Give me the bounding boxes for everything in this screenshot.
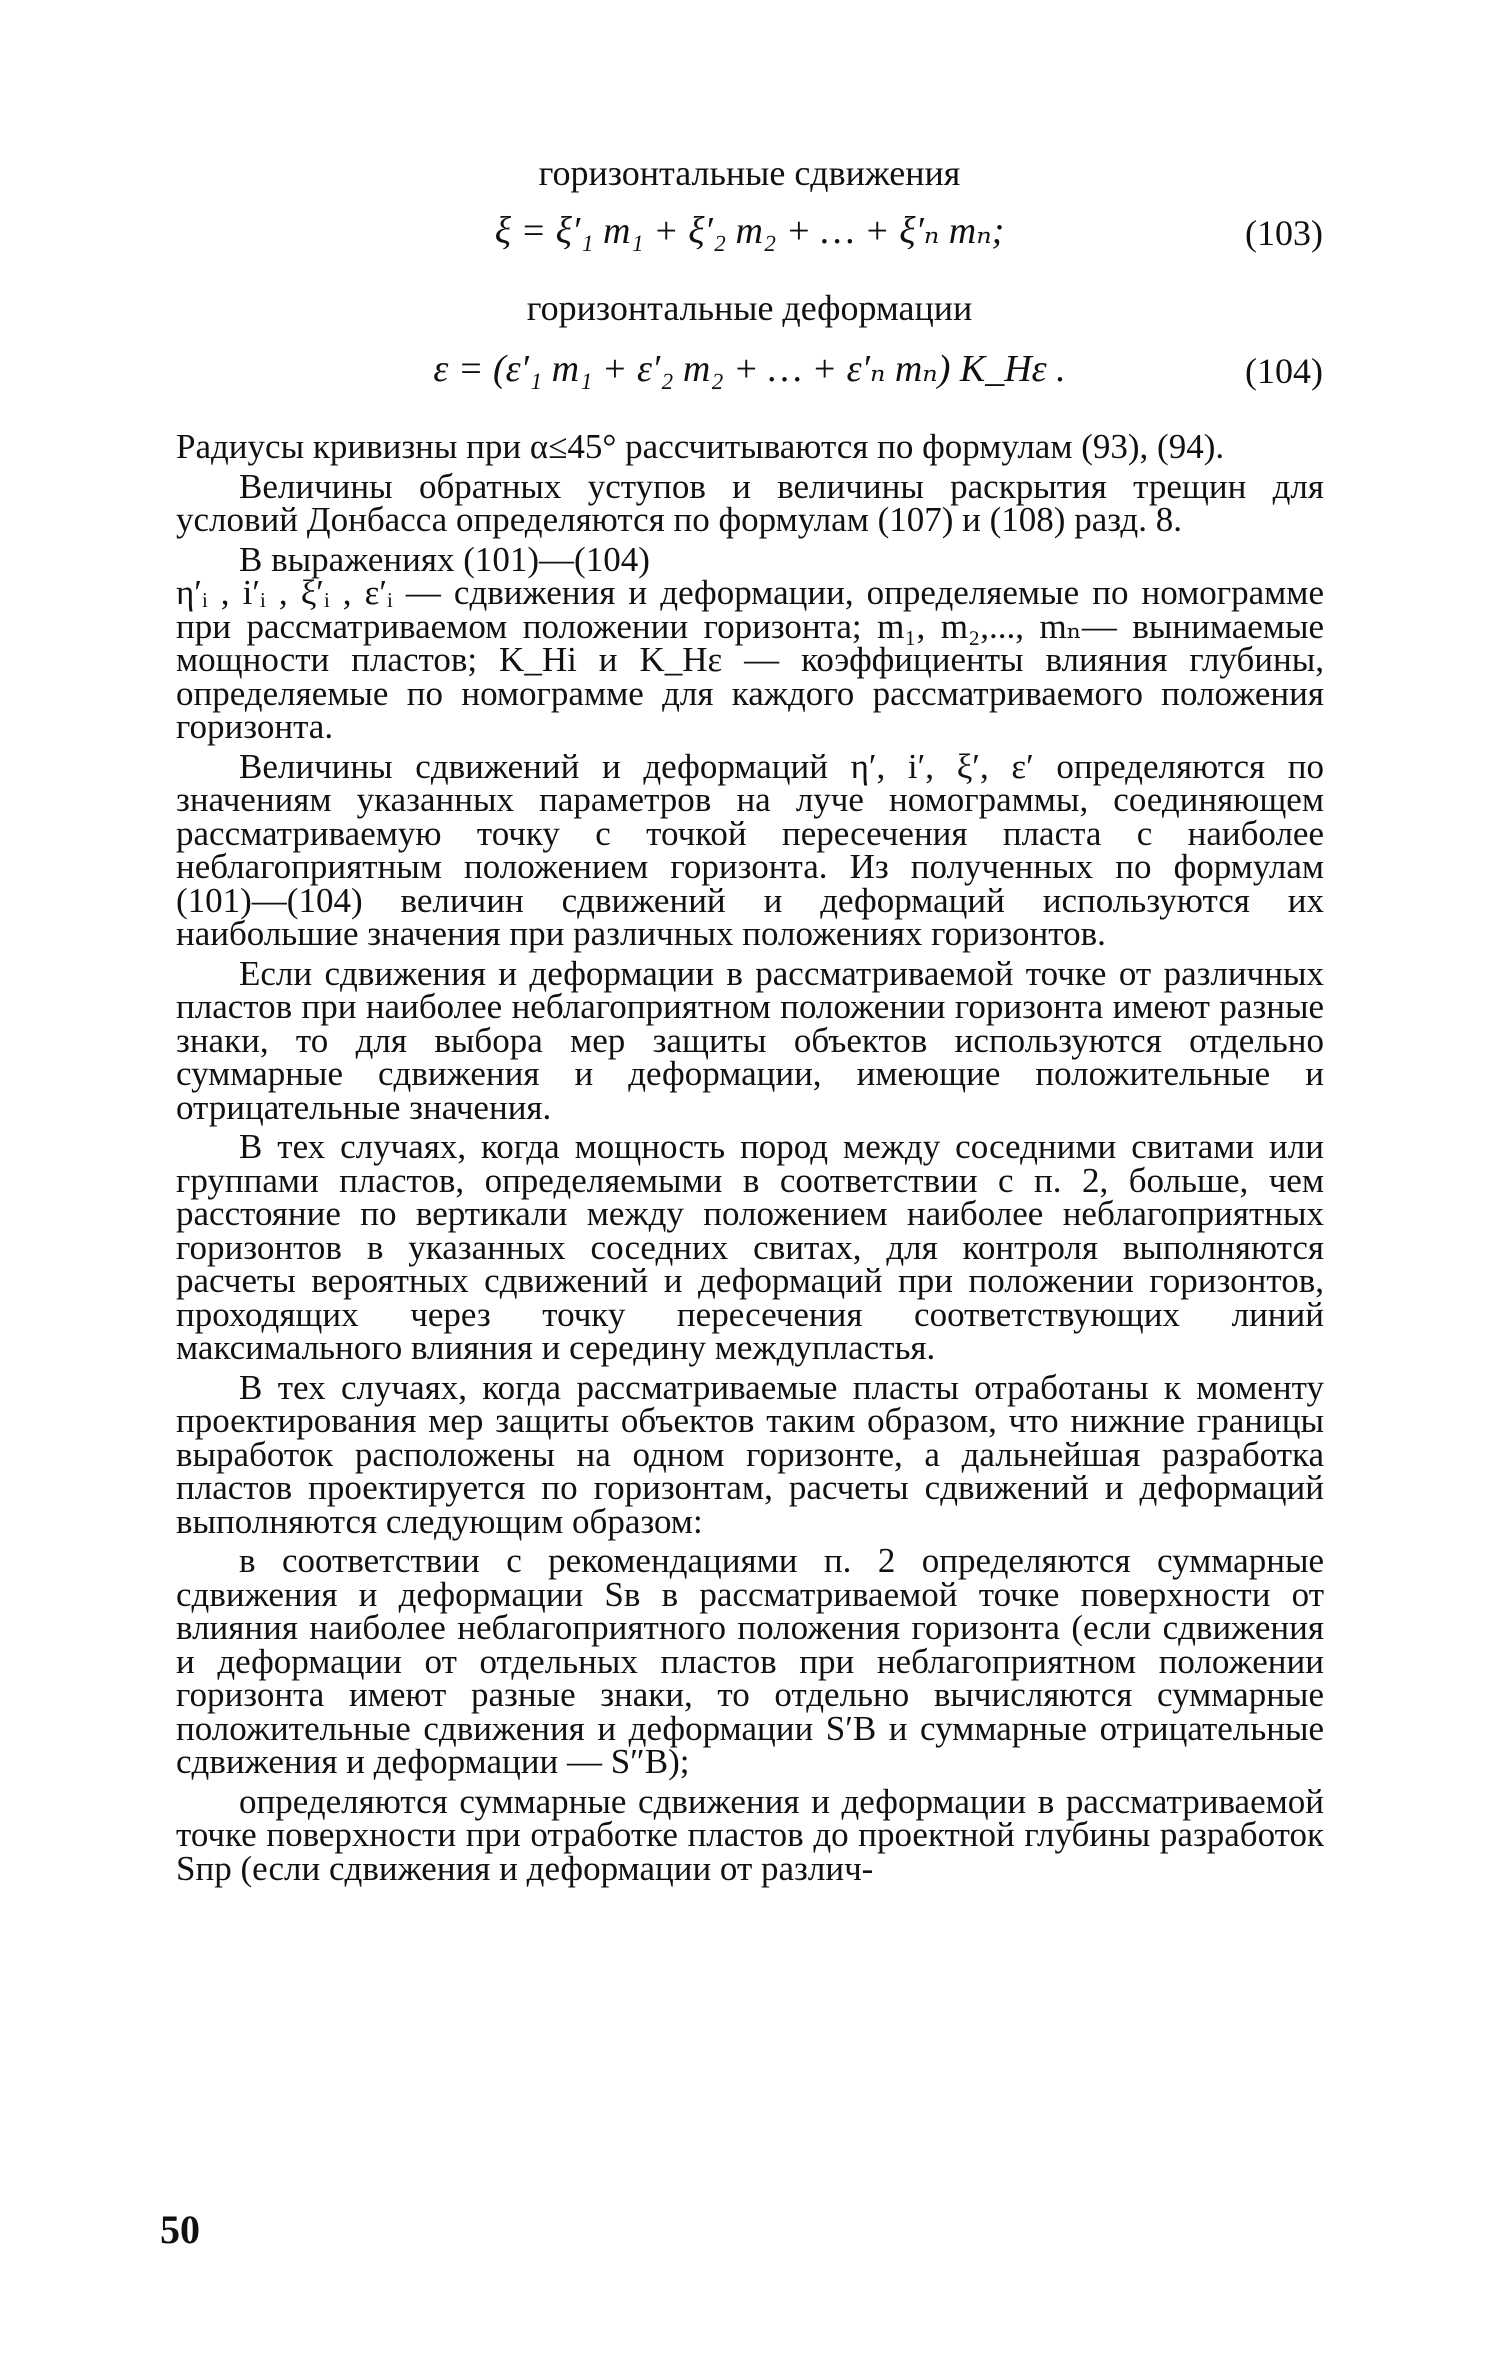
caption-horizontal-displacements: горизонтальные сдвижения [538,153,961,193]
paragraph-worked-out-seams: В тех случаях, когда рассматриваемые пласты отработаны к моменту проектирования мер защиты объектов таким образом, что нижние границы выработок расположены на одном горизонте, а дальнейшая разработка пластов проектируется по горизонтам, расчеты сдвижений и деформаций выполняются следующим образом: [176,1367,1324,1541]
paragraph-different-signs: Если сдвижения и деформации в рассматриваемой точке от различных пластов при наиболее неблагоприятном положении горизонта имеют разные знаки, то для выбора мер защиты объектов используются отдельно суммарные сдвижения и деформации, имеющие положительные и отрицательные значения. [176,953,1324,1127]
paragraph-expressions-intro: В выражениях (101)—(104) [239,539,650,579]
paragraph-definitions: η′ᵢ , i′ᵢ , ξ′ᵢ , ε′ᵢ — сдвижения и деформации, определяемые по номограмме при рассматриваемом положении горизонта; m₁, m₂,..., mₙ— вынимаемые мощности пластов; K_Hi и K_Hε — коэффициенты влияния глубины, определяемые по номограмме для каждого рассматриваемого положения горизонта. [176,573,1324,746]
caption-horizontal-deformations: горизонтальные деформации [526,288,973,328]
formula-104: ε = (ε′₁ m₁ + ε′₂ m₂ + … + ε′ₙ mₙ) K_Hε . [433,348,1066,390]
page-number: 50 [160,2207,200,2252]
equation-number-104: (104) [1245,351,1323,391]
paragraph-suites-thickness: В тех случаях, когда мощность пород между соседними свитами или группами пластов, определяемыми в соответствии с п. 2, больше, чем расстояние по вертикали между положением наиболее неблагоприятных горизонтов в указанных соседних свитах, для контроля выполняются расчеты вероятных сдвижений и деформаций при положении горизонтов, проходящих через точку пересечения соответствующих линий максимального влияния и середину междупластья. [176,1127,1324,1367]
equation-number-103: (103) [1245,213,1323,253]
paragraph-reverse-steps: Величины обратных уступов и величины раскрытия трещин для условий Донбасса определяются по формулам (107) и (108) разд. 8. [176,466,1324,539]
paragraph-radii: Радиусы кривизны при α≤45° рассчитываются по формулам (93), (94). [176,427,1225,466]
body-text [176,427,1324,1888]
paragraph-design-depth: определяются суммарные сдвижения и деформации в рассматриваемой точке поверхности при отработке пластов до проектной глубины разработок Sпр (если сдвижения и деформации от различ- [176,1781,1324,1888]
paragraph-values-determination: Величины сдвижений и деформаций η′, i′, ξ′, ε′ определяются по значениям указанных параметров на луче номограммы, соединяющем рассматриваемую точку с точкой пересечения пласта с наиболее неблагоприятным положением горизонта. Из полученных по формулам (101)—(104) величин сдвижений и деформаций используются их наибольшие значения при различных положениях горизонтов. [176,746,1324,953]
paragraph-recommendations: в соответствии с рекомендациями п. 2 определяются суммарные сдвижения и деформации Sв в рассматриваемой точке поверхности от влияния наиболее неблагоприятного положения горизонта (если сдвижения и деформации от отдельных пластов при неблагоприятном положении горизонта имеют разные знаки, то отдельно вычисляются суммарные положительные сдвижения и деформации S′B и суммарные отрицательные сдвижения и деформации — S″B); [176,1541,1324,1781]
formula-103: ξ = ξ′₁ m₁ + ξ′₂ m₂ + … + ξ′ₙ mₙ; [494,210,1005,252]
